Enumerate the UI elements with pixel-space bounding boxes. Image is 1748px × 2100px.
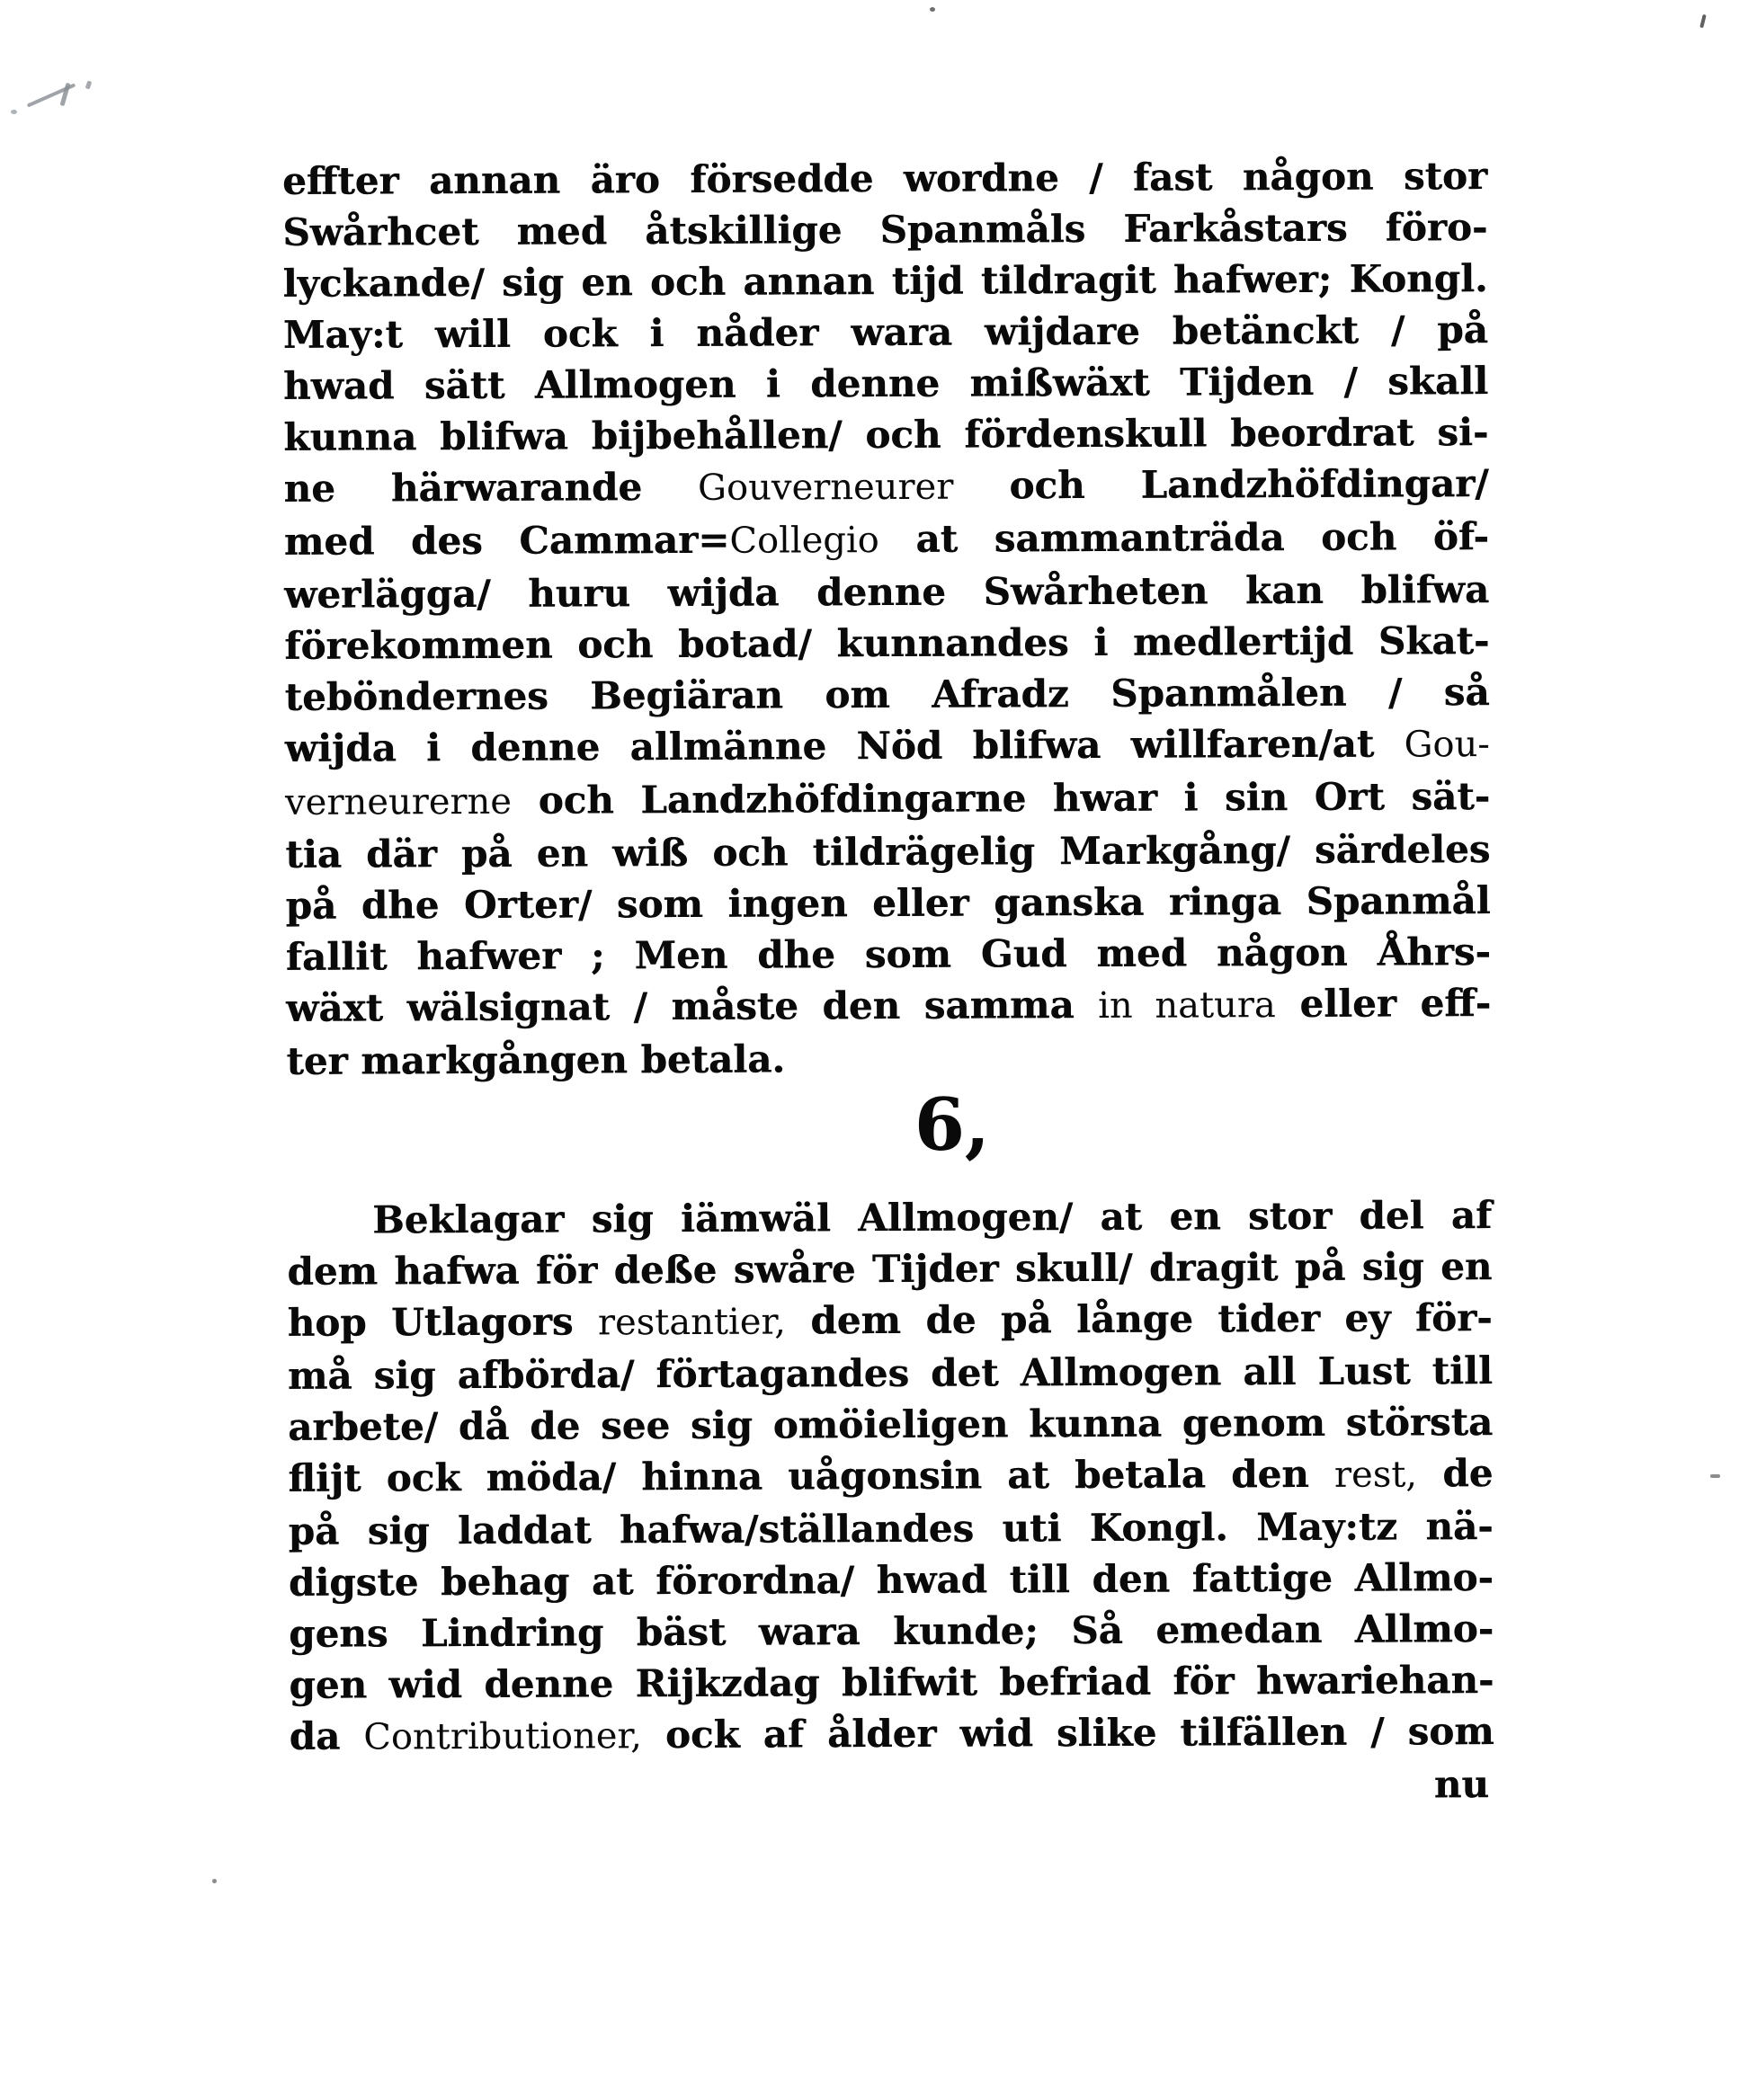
blackletter-segment: gens Lindring bäst wara kunde; Så emedan Allmo- — [289, 1606, 1494, 1656]
blackletter-segment: dem de på långe tider ey för- — [785, 1295, 1493, 1343]
blackletter-segment: dem hafwa för deße swåre Tijder skull/ dragit på sig en — [287, 1244, 1493, 1294]
blackletter-segment: eller eff- — [1275, 981, 1492, 1027]
text-line — [285, 770, 1490, 829]
paragraph-continuation — [282, 150, 1492, 1087]
text-line — [284, 615, 1489, 672]
blackletter-segment: at sammanträda och öf- — [878, 514, 1489, 562]
blackletter-segment: effter annan äro försedde wordne / fast någon stor — [281, 154, 1488, 203]
text-line — [289, 1500, 1494, 1557]
text-line — [284, 666, 1489, 723]
scan-speck — [1710, 1474, 1720, 1478]
text-line — [286, 1030, 1491, 1087]
blackletter-segment: teböndernes Begiäran om Afradz Spanmålen / så — [284, 670, 1490, 719]
blackletter-segment: på sig laddat hafwa/ställandes uti Kongl. May:tz nä- — [288, 1504, 1494, 1553]
blackletter-segment: och Landzhöfdingarne hwar i sin Ort sät- — [511, 774, 1491, 823]
text-line — [283, 406, 1488, 463]
text-line — [285, 875, 1490, 931]
latin-type-segment: Gou- — [1404, 724, 1490, 766]
blackletter-segment: ter markgången betala. — [286, 1037, 786, 1083]
text-line — [283, 458, 1488, 516]
text-line — [287, 1189, 1492, 1246]
blackletter-segment: arbete/ då de see sig omöieligen kunna genom största — [288, 1400, 1494, 1449]
blackletter-segment: wäxt wälsignat / måste den samma — [286, 982, 1099, 1030]
latin-type-segment: Collegio — [729, 520, 879, 562]
latin-type-segment: verneurerne — [285, 780, 513, 823]
section-number-heading: 6, — [914, 1081, 990, 1167]
blackletter-segment: de — [1416, 1451, 1494, 1496]
text-line — [289, 1603, 1494, 1660]
blackletter-segment: Beklagar sig iämwäl Allmogen/ at en stor del af — [372, 1193, 1493, 1242]
blackletter-segment: Swårhcet med åtskillige Spanmåls Farkåstars föro- — [282, 205, 1488, 254]
blackletter-segment: må sig afbörda/ förtagandes det Allmogen all Lust till — [287, 1348, 1493, 1398]
text-line — [287, 1241, 1492, 1297]
text-line — [282, 150, 1487, 207]
text-line — [290, 1705, 1494, 1764]
blackletter-segment: fallit hafwer ; Men dhe som Gud med någon Åhrs- — [285, 930, 1491, 979]
text-line — [282, 253, 1487, 309]
pencil-mark — [11, 110, 17, 114]
text-line — [288, 1396, 1493, 1453]
scan-speck — [1699, 14, 1707, 29]
blackletter-segment: digste behag at förordna/ hwad till den fattige Allmo- — [288, 1555, 1494, 1605]
blackletter-segment: hop Utlagors — [287, 1299, 598, 1345]
text-block — [282, 150, 1494, 1815]
latin-type-segment: in natura — [1098, 984, 1276, 1027]
text-line — [282, 201, 1487, 258]
text-line — [288, 1345, 1493, 1401]
text-line — [288, 1447, 1493, 1506]
text-line — [283, 304, 1488, 360]
catchword: nu — [1433, 1762, 1490, 1807]
blackletter-segment: ock af ålder wid slike tilfällen / som — [641, 1709, 1494, 1757]
latin-type-segment: restantier, — [597, 1301, 786, 1344]
paragraph-section-6 — [287, 1189, 1494, 1764]
scan-speck — [212, 1879, 217, 1883]
text-line — [284, 511, 1489, 569]
text-line — [285, 717, 1490, 776]
latin-type-segment: Gouverneurer — [698, 466, 954, 509]
blackletter-segment: werlägga/ huru wijda denne Swårheten kan blifwa — [284, 567, 1490, 617]
scan-speck — [930, 7, 935, 12]
blackletter-segment: med des Cammar= — [283, 517, 730, 564]
pencil-mark — [60, 83, 71, 106]
blackletter-segment: kunna blifwa bijbehållen/ och fördenskull beordrat si- — [283, 410, 1489, 459]
blackletter-segment: ne härwarande — [283, 464, 699, 511]
blackletter-segment: och Landzhöfdingar/ — [953, 461, 1489, 508]
pencil-mark — [85, 80, 93, 89]
blackletter-segment: gen wid denne Rijkzdag blifwit befriad för hwariehan- — [289, 1658, 1494, 1707]
blackletter-segment: flijt ock möda/ hinna uågonsin at betala den — [288, 1451, 1335, 1500]
blackletter-segment: da — [289, 1713, 364, 1758]
blackletter-segment: wijda i denne allmänne Nöd blifwa willfaren/at — [284, 721, 1405, 770]
text-line — [286, 977, 1491, 1036]
blackletter-segment: hwad sätt Allmogen i denne mißwäxt Tijden / skall — [282, 359, 1489, 408]
blackletter-segment: förekommen och botad/ kunnandes i medlertijd Skat- — [284, 618, 1490, 668]
text-line — [289, 1552, 1494, 1608]
blackletter-segment: på dhe Orter/ som ingen eller ganska ringa Spanmål — [285, 878, 1491, 928]
text-line — [285, 823, 1490, 880]
text-line — [288, 1292, 1493, 1350]
text-line — [289, 1654, 1494, 1711]
blackletter-segment: lyckande/ sig en och annan tijd tildragit hafwer; Kongl. — [282, 256, 1488, 306]
latin-type-segment: Contributioner, — [363, 1715, 643, 1758]
text-line — [286, 926, 1491, 983]
latin-type-segment: rest, — [1333, 1454, 1418, 1496]
text-line — [284, 564, 1489, 620]
text-line — [283, 355, 1488, 412]
blackletter-segment: tia där på en wiß och tildrägelig Markgång/ särdeles — [285, 827, 1491, 876]
blackletter-segment: May:t will ock i nåder wara wijdare betänckt / på — [282, 307, 1488, 357]
